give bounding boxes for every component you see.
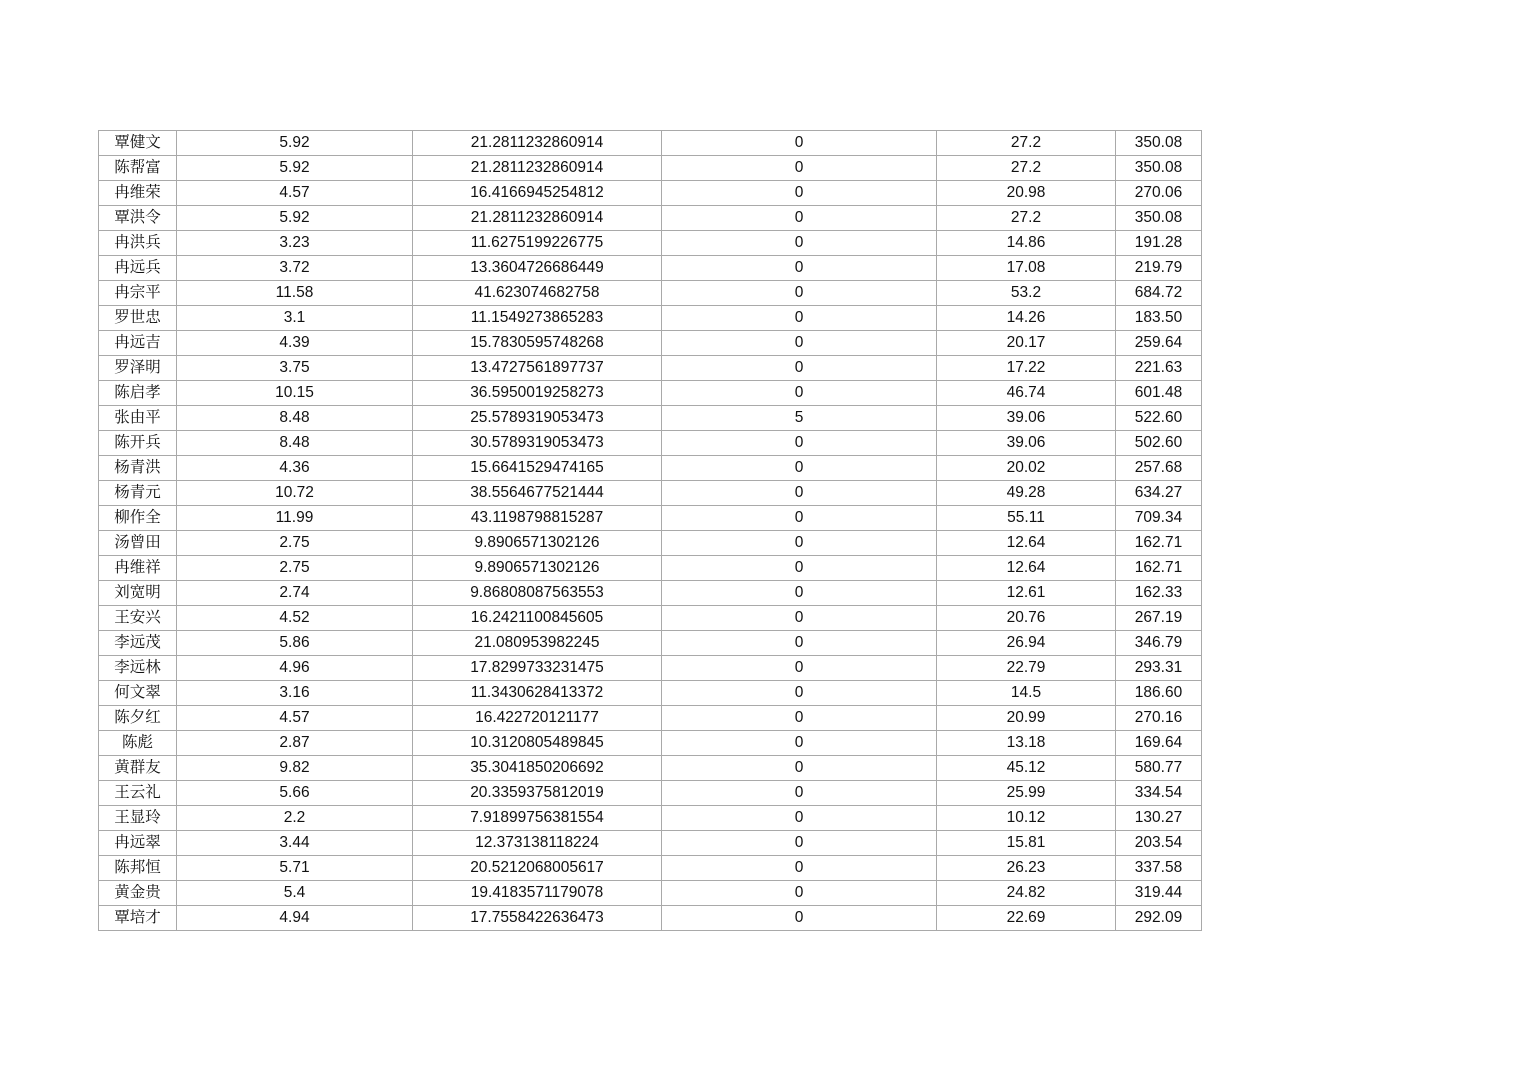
name-cell: 陈夕红: [99, 706, 177, 731]
value-cell-b: 9.8906571302126: [413, 556, 662, 581]
value-cell-d: 20.02: [937, 456, 1116, 481]
value-cell-c: 0: [662, 281, 937, 306]
table-row: [99, 156, 1202, 181]
total-cell: 270.16: [1116, 706, 1202, 731]
value-cell-a: 3.1: [177, 306, 413, 331]
spreadsheet-page: [98, 130, 1202, 931]
table-row: [99, 806, 1202, 831]
value-cell-d: 17.08: [937, 256, 1116, 281]
value-cell-a: 4.57: [177, 181, 413, 206]
value-cell-b: 16.4166945254812: [413, 181, 662, 206]
total-cell: 350.08: [1116, 206, 1202, 231]
table-row: [99, 456, 1202, 481]
value-cell-d: 39.06: [937, 406, 1116, 431]
value-cell-c: 0: [662, 256, 937, 281]
table-row: [99, 306, 1202, 331]
value-cell-d: 20.17: [937, 331, 1116, 356]
value-cell-d: 27.2: [937, 156, 1116, 181]
value-cell-c: 0: [662, 806, 937, 831]
total-cell: 203.54: [1116, 831, 1202, 856]
value-cell-b: 12.373138118224: [413, 831, 662, 856]
value-cell-a: 4.36: [177, 456, 413, 481]
value-cell-b: 19.4183571179078: [413, 881, 662, 906]
total-cell: 221.63: [1116, 356, 1202, 381]
total-cell: 162.71: [1116, 531, 1202, 556]
value-cell-c: 0: [662, 606, 937, 631]
table-row: [99, 856, 1202, 881]
name-cell: 陈启孝: [99, 381, 177, 406]
value-cell-b: 21.2811232860914: [413, 156, 662, 181]
total-cell: 162.33: [1116, 581, 1202, 606]
value-cell-b: 20.3359375812019: [413, 781, 662, 806]
table-row: [99, 656, 1202, 681]
data-table: [98, 130, 1202, 931]
value-cell-b: 20.5212068005617: [413, 856, 662, 881]
value-cell-c: 0: [662, 831, 937, 856]
table-row: [99, 631, 1202, 656]
table-row: [99, 831, 1202, 856]
name-cell: 冉维祥: [99, 556, 177, 581]
name-cell: 黄金贵: [99, 881, 177, 906]
value-cell-c: 0: [662, 881, 937, 906]
name-cell: 李远茂: [99, 631, 177, 656]
name-cell: 柳作全: [99, 506, 177, 531]
value-cell-a: 2.75: [177, 531, 413, 556]
total-cell: 334.54: [1116, 781, 1202, 806]
value-cell-c: 0: [662, 906, 937, 931]
table-row: [99, 356, 1202, 381]
name-cell: 罗泽明: [99, 356, 177, 381]
table-row: [99, 556, 1202, 581]
value-cell-c: 0: [662, 581, 937, 606]
table-row: [99, 381, 1202, 406]
value-cell-c: 0: [662, 481, 937, 506]
value-cell-c: 0: [662, 856, 937, 881]
total-cell: 259.64: [1116, 331, 1202, 356]
value-cell-a: 8.48: [177, 406, 413, 431]
value-cell-c: 0: [662, 206, 937, 231]
name-cell: 杨青元: [99, 481, 177, 506]
name-cell: 冉远兵: [99, 256, 177, 281]
total-cell: 522.60: [1116, 406, 1202, 431]
total-cell: 634.27: [1116, 481, 1202, 506]
total-cell: 186.60: [1116, 681, 1202, 706]
total-cell: 257.68: [1116, 456, 1202, 481]
value-cell-b: 30.5789319053473: [413, 431, 662, 456]
value-cell-d: 45.12: [937, 756, 1116, 781]
name-cell: 杨青洪: [99, 456, 177, 481]
value-cell-d: 25.99: [937, 781, 1116, 806]
value-cell-a: 5.66: [177, 781, 413, 806]
value-cell-b: 9.8906571302126: [413, 531, 662, 556]
total-cell: 337.58: [1116, 856, 1202, 881]
value-cell-b: 41.623074682758: [413, 281, 662, 306]
value-cell-d: 12.61: [937, 581, 1116, 606]
value-cell-d: 46.74: [937, 381, 1116, 406]
total-cell: 191.28: [1116, 231, 1202, 256]
value-cell-b: 15.7830595748268: [413, 331, 662, 356]
total-cell: 319.44: [1116, 881, 1202, 906]
table-row: [99, 231, 1202, 256]
table-row: [99, 781, 1202, 806]
value-cell-c: 0: [662, 131, 937, 156]
value-cell-c: 0: [662, 631, 937, 656]
table-row: [99, 756, 1202, 781]
value-cell-a: 2.75: [177, 556, 413, 581]
table-row: [99, 906, 1202, 931]
table-row: [99, 706, 1202, 731]
value-cell-a: 2.2: [177, 806, 413, 831]
value-cell-d: 14.26: [937, 306, 1116, 331]
table-row: [99, 606, 1202, 631]
value-cell-d: 20.76: [937, 606, 1116, 631]
table-row: [99, 531, 1202, 556]
table-row: [99, 181, 1202, 206]
name-cell: 陈邦恒: [99, 856, 177, 881]
value-cell-a: 5.92: [177, 156, 413, 181]
table-row: [99, 681, 1202, 706]
value-cell-a: 9.82: [177, 756, 413, 781]
total-cell: 601.48: [1116, 381, 1202, 406]
table-row: [99, 331, 1202, 356]
value-cell-d: 49.28: [937, 481, 1116, 506]
value-cell-b: 11.1549273865283: [413, 306, 662, 331]
name-cell: 王显玲: [99, 806, 177, 831]
value-cell-d: 24.82: [937, 881, 1116, 906]
table-body: [99, 131, 1202, 931]
value-cell-c: 0: [662, 356, 937, 381]
value-cell-b: 17.7558422636473: [413, 906, 662, 931]
name-cell: 陈彪: [99, 731, 177, 756]
value-cell-a: 11.58: [177, 281, 413, 306]
total-cell: 292.09: [1116, 906, 1202, 931]
total-cell: 169.64: [1116, 731, 1202, 756]
name-cell: 冉洪兵: [99, 231, 177, 256]
value-cell-d: 26.23: [937, 856, 1116, 881]
value-cell-a: 2.74: [177, 581, 413, 606]
value-cell-d: 27.2: [937, 206, 1116, 231]
table-row: [99, 881, 1202, 906]
name-cell: 汤曾田: [99, 531, 177, 556]
table-row: [99, 731, 1202, 756]
value-cell-c: 0: [662, 706, 937, 731]
value-cell-d: 39.06: [937, 431, 1116, 456]
value-cell-b: 10.3120805489845: [413, 731, 662, 756]
total-cell: 346.79: [1116, 631, 1202, 656]
value-cell-a: 4.96: [177, 656, 413, 681]
value-cell-b: 11.3430628413372: [413, 681, 662, 706]
value-cell-c: 0: [662, 456, 937, 481]
value-cell-a: 5.71: [177, 856, 413, 881]
value-cell-d: 14.5: [937, 681, 1116, 706]
value-cell-b: 9.86808087563553: [413, 581, 662, 606]
value-cell-b: 43.1198798815287: [413, 506, 662, 531]
name-cell: 刘宽明: [99, 581, 177, 606]
value-cell-a: 5.92: [177, 131, 413, 156]
total-cell: 684.72: [1116, 281, 1202, 306]
value-cell-c: 0: [662, 531, 937, 556]
name-cell: 何文翠: [99, 681, 177, 706]
name-cell: 王安兴: [99, 606, 177, 631]
value-cell-c: 0: [662, 656, 937, 681]
value-cell-a: 3.16: [177, 681, 413, 706]
value-cell-c: 0: [662, 181, 937, 206]
value-cell-c: 0: [662, 556, 937, 581]
value-cell-b: 16.2421100845605: [413, 606, 662, 631]
value-cell-b: 11.6275199226775: [413, 231, 662, 256]
value-cell-d: 22.79: [937, 656, 1116, 681]
value-cell-b: 35.3041850206692: [413, 756, 662, 781]
value-cell-b: 17.8299733231475: [413, 656, 662, 681]
name-cell: 罗世忠: [99, 306, 177, 331]
value-cell-d: 20.98: [937, 181, 1116, 206]
value-cell-a: 4.52: [177, 606, 413, 631]
value-cell-b: 16.422720121177: [413, 706, 662, 731]
table-row: [99, 581, 1202, 606]
table-row: [99, 206, 1202, 231]
value-cell-d: 20.99: [937, 706, 1116, 731]
value-cell-b: 13.4727561897737: [413, 356, 662, 381]
value-cell-c: 0: [662, 381, 937, 406]
value-cell-d: 15.81: [937, 831, 1116, 856]
table-row: [99, 281, 1202, 306]
value-cell-b: 21.2811232860914: [413, 206, 662, 231]
name-cell: 陈帮富: [99, 156, 177, 181]
value-cell-a: 2.87: [177, 731, 413, 756]
value-cell-b: 36.5950019258273: [413, 381, 662, 406]
value-cell-c: 0: [662, 231, 937, 256]
value-cell-a: 5.86: [177, 631, 413, 656]
value-cell-b: 21.080953982245: [413, 631, 662, 656]
table-row: [99, 506, 1202, 531]
value-cell-d: 12.64: [937, 556, 1116, 581]
name-cell: 覃健文: [99, 131, 177, 156]
total-cell: 219.79: [1116, 256, 1202, 281]
value-cell-a: 8.48: [177, 431, 413, 456]
name-cell: 张由平: [99, 406, 177, 431]
name-cell: 陈开兵: [99, 431, 177, 456]
table-row: [99, 481, 1202, 506]
name-cell: 覃洪令: [99, 206, 177, 231]
name-cell: 王云礼: [99, 781, 177, 806]
value-cell-d: 10.12: [937, 806, 1116, 831]
value-cell-c: 0: [662, 431, 937, 456]
total-cell: 350.08: [1116, 156, 1202, 181]
name-cell: 黄群友: [99, 756, 177, 781]
value-cell-a: 5.4: [177, 881, 413, 906]
name-cell: 冉宗平: [99, 281, 177, 306]
value-cell-c: 0: [662, 331, 937, 356]
total-cell: 580.77: [1116, 756, 1202, 781]
value-cell-b: 15.6641529474165: [413, 456, 662, 481]
value-cell-a: 4.94: [177, 906, 413, 931]
value-cell-b: 38.5564677521444: [413, 481, 662, 506]
name-cell: 冉远翠: [99, 831, 177, 856]
value-cell-c: 0: [662, 156, 937, 181]
table-row: [99, 131, 1202, 156]
table-row: [99, 406, 1202, 431]
value-cell-b: 13.3604726686449: [413, 256, 662, 281]
total-cell: 293.31: [1116, 656, 1202, 681]
name-cell: 李远林: [99, 656, 177, 681]
value-cell-d: 13.18: [937, 731, 1116, 756]
value-cell-a: 10.72: [177, 481, 413, 506]
value-cell-c: 0: [662, 756, 937, 781]
table-row: [99, 256, 1202, 281]
value-cell-d: 26.94: [937, 631, 1116, 656]
value-cell-a: 3.72: [177, 256, 413, 281]
value-cell-c: 0: [662, 781, 937, 806]
value-cell-d: 55.11: [937, 506, 1116, 531]
total-cell: 350.08: [1116, 131, 1202, 156]
total-cell: 502.60: [1116, 431, 1202, 456]
table-row: [99, 431, 1202, 456]
value-cell-d: 14.86: [937, 231, 1116, 256]
total-cell: 270.06: [1116, 181, 1202, 206]
name-cell: 冉维荣: [99, 181, 177, 206]
value-cell-a: 3.23: [177, 231, 413, 256]
name-cell: 冉远吉: [99, 331, 177, 356]
value-cell-a: 11.99: [177, 506, 413, 531]
value-cell-a: 3.75: [177, 356, 413, 381]
value-cell-d: 27.2: [937, 131, 1116, 156]
value-cell-a: 3.44: [177, 831, 413, 856]
value-cell-c: 5: [662, 406, 937, 431]
value-cell-c: 0: [662, 306, 937, 331]
total-cell: 709.34: [1116, 506, 1202, 531]
value-cell-b: 25.5789319053473: [413, 406, 662, 431]
value-cell-d: 17.22: [937, 356, 1116, 381]
value-cell-d: 22.69: [937, 906, 1116, 931]
value-cell-c: 0: [662, 731, 937, 756]
total-cell: 267.19: [1116, 606, 1202, 631]
total-cell: 183.50: [1116, 306, 1202, 331]
value-cell-a: 10.15: [177, 381, 413, 406]
value-cell-c: 0: [662, 506, 937, 531]
value-cell-a: 4.57: [177, 706, 413, 731]
value-cell-d: 12.64: [937, 531, 1116, 556]
value-cell-b: 7.91899756381554: [413, 806, 662, 831]
total-cell: 162.71: [1116, 556, 1202, 581]
total-cell: 130.27: [1116, 806, 1202, 831]
value-cell-b: 21.2811232860914: [413, 131, 662, 156]
value-cell-c: 0: [662, 681, 937, 706]
value-cell-a: 5.92: [177, 206, 413, 231]
value-cell-d: 53.2: [937, 281, 1116, 306]
value-cell-a: 4.39: [177, 331, 413, 356]
name-cell: 覃培才: [99, 906, 177, 931]
